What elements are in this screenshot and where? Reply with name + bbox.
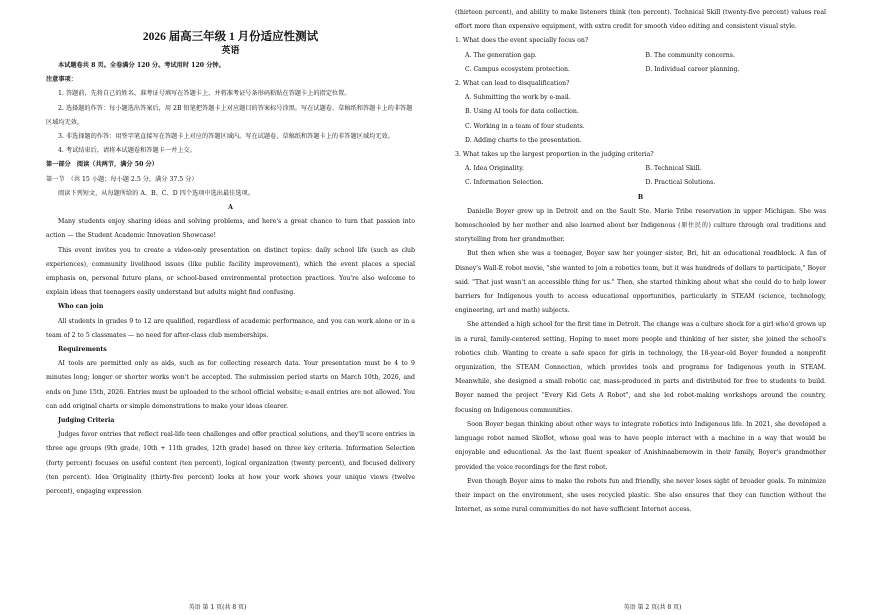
q2-option-c: C. Working in a team of four students. [465, 122, 585, 130]
q1-option-b: B. The community concerns. [645, 51, 735, 59]
exam-title: 2026 届高三年级 1 月份适应性测试 [142, 31, 319, 43]
q3-option-d: D. Practical Solutions. [645, 179, 716, 187]
note-1: 1. 答题前，先将自己的姓名、准考证号填写在答题卡上，并将准考证号条形码粘贴在答题卡上的指定位置。 [58, 90, 351, 98]
question-1-options [455, 49, 826, 77]
q3-option-a: A. Idea Originality. [465, 165, 524, 173]
q1-option-a: A. The generation gap. [465, 51, 537, 59]
reading-instruction: 阅读下列短文，从每题所给的 A、B、C、D 四个选项中选出最佳选项。 [58, 189, 254, 197]
passage-a-label: A [228, 204, 233, 212]
q1-option-c: C. Campus ecosystem protection. [465, 65, 570, 73]
q2-option-d: D. Adding charts to the presentation. [465, 136, 582, 144]
passage-b-para-3: She attended a high school for the first time in Detroit. The change was a culture shock for a girl who'd grown up in a rural, family-centered setting. Hoping to meet more people and thinking of her sister, she joined the school's robotics club. Wanting to create a safe space for girls in technology, the 18-year-old Boyer founded a nonprofit organization, the STEAM Connection, which provides tools and programs for Indigenous youth in STEAM. Meanwhile, she designed a small robotic car, mass-produced in parts and distributed for free to students to build. Boyer named the project "Every Kid Gets A Robot", and she led robot-making workshops around the country, focusing on Indigenous communities. [455, 321, 826, 414]
q2-option-b: B. Using AI tools for data collection. [465, 108, 579, 116]
section-one-heading: 第一节 （共 15 小题；每小题 2.5 分，满分 37.5 分） [46, 175, 198, 183]
question-2-options [455, 91, 826, 148]
judging-criteria-heading: Judging Criteria [58, 417, 115, 425]
q1-option-d: D. Individual career planning. [645, 65, 740, 73]
exam-subject: 英语 [221, 45, 240, 55]
passage-b-para-4: Soon Boyer began thinking about other ways to integrate robotics into Indigenous life. In 2021, she developed a language robot named SkoBot, whose goal was to have people interact with a machine in a way that would be enjoyable and educational. As the last fluent speaker of Anishinaabemowin in their family, Boyer's grandmother provided the voice recordings for the first robot. [455, 420, 826, 471]
page-2-footer: 英语 第 2 页(共 8 页) [623, 604, 682, 611]
who-can-join-heading: Who can join [58, 303, 104, 311]
passage-b-para-5: Even though Boyer aims to make the robots fun and friendly, she never loses sight of broader goals. To minimize their impact on the environment, she uses recycled plastic. She also ensures that they can function without the Internet, as some rural communities do not have sufficient Internet access. [455, 477, 826, 514]
page-1-footer: 英语 第 1 页(共 8 页) [188, 604, 247, 611]
q3-option-b: B. Technical Skill. [645, 165, 702, 173]
question-2: 2. What can lead to disqualification? [455, 80, 570, 88]
passage-b-para-2: But then when she was a teenager, Boyer saw her younger sister, Bri, hit an educational roadblock. A fan of Disney's Wall-E robot movie, "she wanted to join a robotics team, but it was hundreds of dollars to participate," Boyer said. "That just wasn't an accessible thing for us." Then, she started thinking about what she could do to help lower barriers for Indigenous youth to access educational opportunities, particularly in STEAM (science, technology, engineering, art and math) subjects. [455, 250, 826, 315]
note-3: 3. 非选择题的作答：用签字笔直接写在答题卡上对应的答题区域内。写在试题卷、草稿纸和答题卡上的非答题区域均无效。 [58, 133, 394, 141]
judging-criteria-text: Judges favor entries that reflect real-life teen challenges and offer practical solutions, and they'll score entries in three age groups (9th grade, 10th + 11th grades, 12th grade) based on three key criteria. Information Selection (forty percent) focuses on useful content (ten percent), logical organization (twenty percent), and focused delivery (ten percent). Idea Originality (thirty-five percent) looks at how your work shows your unique views (twelve percent), engaging expression [46, 431, 415, 496]
judging-criteria-continued: (thirteen percent), and ability to make listeners think (ten percent). Technical Skill (twenty-five percent) values real effort more than expensive equipment, with extra credit for smooth video editing and consistent visual style. [455, 9, 826, 31]
note-2: 2. 选择题的作答：每小题选出答案后，用 2B 铅笔把答题卡上对应题目的答案标号涂黑。写在试题卷、草稿纸和答题卡上的非答题区域均无效。 [46, 104, 413, 126]
passage-b-para-1: Danielle Boyer grew up in Detroit and on the Sault Ste. Marie Tribe reservation in upper Michigan. She was homeschooled by her mother and also learned about her Indigenous (原住民的) culture through oral traditions and storytelling from her grandmother. [455, 207, 826, 244]
passage-a-para-2: This event invites you to create a video-only presentation on distinct topics: daily school life (such as club experiences), community livelihood issues (like public facility improvement), which the event places a special emphasis on, personal future plans, or school-based environmental protection practices. You're also welcome to explain ideas that teenagers easily understand but adults might find confusing. [46, 246, 415, 297]
requirements-text: AI tools are permitted only as aids, such as for collecting research data. Your presentation must be 4 to 9 minutes long; longer or shorter works won't be accepted. The submission period starts on March 10th, 2026, and ends on June 15th, 2026. Entries must be uploaded to the school official website; e-mail entries are not allowed. You can add original charts or simple demonstrations to make your ideas clearer. [46, 360, 415, 410]
q2-option-a: A. Submitting the work by e-mail. [465, 94, 571, 102]
part-one-heading: 第一部分 阅读（共两节，满分 50 分） [46, 161, 158, 169]
who-can-join-text: All students in grades 9 to 12 are qualified, regardless of academic performance, and you can work alone or in a team of 2 to 5 classmates — no need for after-class club memberships. [46, 317, 415, 339]
exam-info: 本试题卷共 8 页。全卷满分 120 分。考试用时 120 分钟。 [58, 62, 225, 69]
note-4: 4. 考试结束后，请将本试题卷和答题卡一并上交。 [58, 147, 196, 155]
question-3: 3. What takes up the largest proportion in the judging criteria? [455, 151, 654, 159]
passage-a-para-1: Many students enjoy sharing ideas and solving problems, and here's a great chance to turn that passion into action — the Student Academic Innovation Showcase! [46, 218, 415, 240]
right-page [435, 0, 870, 615]
notes-title: 注意事项： [46, 76, 77, 84]
q3-option-c: C. Information Selection. [465, 179, 544, 187]
passage-b-label: B [637, 193, 644, 201]
question-1: 1. What does the event specially focus on? [455, 37, 589, 45]
requirements-heading: Requirements [58, 346, 107, 354]
question-3-options [455, 162, 826, 190]
